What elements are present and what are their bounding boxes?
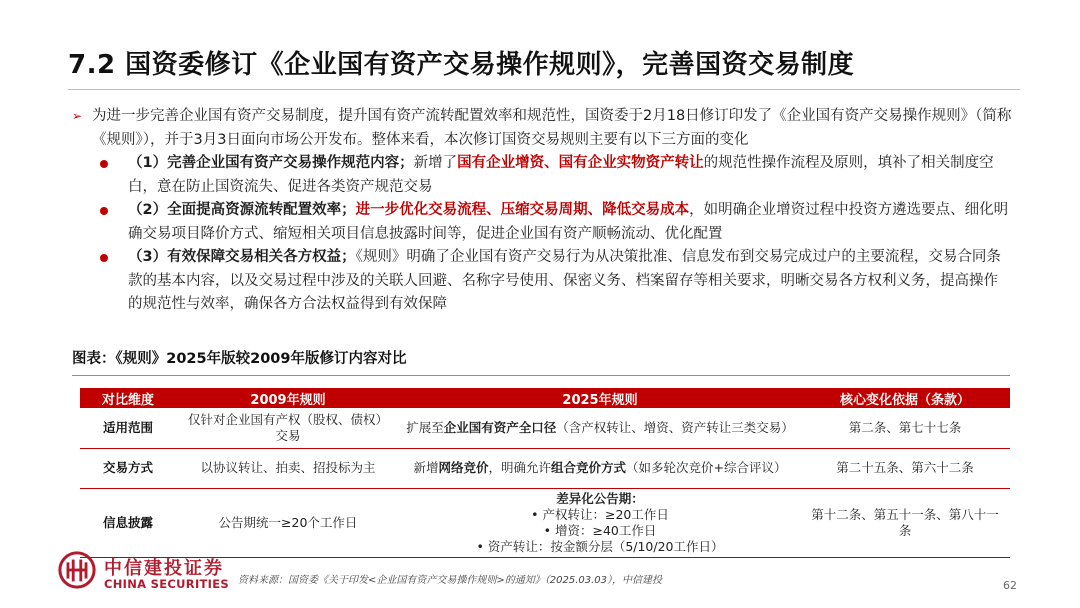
bullet-text: 的规范性操作流程及原则，填补了相关制度空白，意在防止国资流失、促进各类资产规范交易 [128, 155, 994, 195]
rule-2025-cell [400, 408, 800, 448]
cell-line: • 增资：≥40工作日 [543, 522, 657, 538]
clauses-cell: 第十二条、第五十一条、第八十一条 [800, 488, 1010, 557]
cell-text: 扩展至 [406, 419, 444, 435]
table-header-row [80, 388, 1010, 408]
cell-bold-text: 网络竞价 [438, 460, 489, 475]
triangle-arrow-icon: ➢ [72, 109, 83, 123]
caption-divider [72, 375, 1010, 376]
dimension-cell: 信息披露 [80, 488, 176, 557]
cell-text: （含产权转让、增资、资产转让三类交易） [556, 419, 794, 435]
bullet-text: 新增了 [413, 155, 458, 171]
bullet-highlight: 国有企业增资、国有企业实物资产转让 [457, 155, 704, 171]
rule-2025-cell [400, 448, 800, 488]
title-divider [68, 89, 1020, 90]
intro-paragraph [72, 105, 1012, 152]
rule-2025-cell [400, 488, 800, 557]
comparison-table [80, 388, 1010, 558]
rule-2009-cell: 以协议转让、拍卖、招投标为主 [176, 448, 400, 488]
column-header: 核心变化依据（条款） [800, 388, 1010, 408]
bullet-heading: （1）完善企业国有资产交易操作规范内容； [128, 155, 414, 171]
citic-logo-icon [58, 551, 96, 589]
page-title: 7.2 国资委修订《企业国有资产交易操作规则》，完善国资交易制度 [68, 50, 855, 80]
intro-text: 为进一步完善企业国有资产交易制度，提升国有资产流转配置效率和规范性，国资委于2月18日修订印发了《企业国有资产交易操作规则》（简称《规则》），并于3月3日面向市场公开发布。整体来看，本次修订国资交易规则主要有以下三方面的变化 [92, 108, 1012, 148]
column-header: 2009年规则 [176, 388, 400, 408]
cell-text: ，明确允许 [488, 460, 552, 475]
table-row [80, 448, 1010, 488]
cell-line: • 产权转让：≥20工作日 [531, 506, 669, 522]
column-header: 对比维度 [80, 388, 176, 408]
cell-line: • 资产转让：按金额分层（5/10/20工作日） [476, 538, 724, 554]
red-dot-icon [100, 160, 108, 168]
top-bar [0, 0, 1080, 6]
bullet-text: 《规则》明确了企业国有资产交易行为从决策批准、信息发布到交易完成过户的主要流程，交易合同条款的基本内容，以及交易过程中涉及的关联人回避、名称字号使用、保密义务、档案留存等相关要求，明晰交易各方权利义务，提高操作的规范性与效率，确保各方合法权益得到有效保障 [128, 249, 1001, 312]
bullet-heading: （2）全面提高资源流转配置效率； [128, 202, 356, 218]
bullet-item [72, 246, 1012, 317]
cell-bold-text: 企业国有资产全口径 [443, 419, 557, 435]
dimension-cell: 适用范围 [80, 408, 176, 448]
rule-2009-cell: 仅针对企业国有产权（股权、债权）交易 [176, 408, 400, 448]
dimension-cell: 交易方式 [80, 448, 176, 488]
table-row [80, 408, 1010, 448]
rule-2009-cell: 公告期统一≥20个工作日 [176, 488, 400, 557]
logo-text-en: CHINA SECURITIES [104, 577, 229, 591]
cell-text: 新增 [413, 460, 439, 475]
source-note: 资料来源：国资委《关于印发<企业国有资产交易操作规则>的通知》（2025.03.03），中信建投 [238, 575, 663, 586]
bullet-item [72, 199, 1012, 246]
table-caption: 图表：《规则》2025年版较2009年版修订内容对比 [72, 351, 407, 367]
bullet-text: ，如明确企业增资过程中投资方遴选要点、细化明确交易项目降价方式、缩短相关项目信息披露时间等，促进企业国有资产顺畅流动、优化配置 [128, 202, 1009, 242]
cell-bold-text: 组合竞价方式 [551, 460, 627, 475]
clauses-cell: 第二条、第七十七条 [800, 408, 1010, 448]
red-dot-icon [100, 254, 108, 262]
red-dot-icon [100, 207, 108, 215]
body-content [72, 105, 1012, 317]
cell-text: （如多轮次竞价+综合评议） [626, 460, 787, 475]
table-row [80, 488, 1010, 557]
page-number: 62 [1003, 579, 1017, 592]
bullet-heading: （3）有效保障交易相关各方权益； [128, 249, 356, 265]
column-header: 2025年规则 [400, 388, 800, 408]
logo-text-cn: 中信建投证券 [104, 558, 224, 579]
bullet-highlight: 进一步优化交易流程、压缩交易周期、降低交易成本 [355, 202, 690, 218]
cell-subheading: 差异化公告期： [556, 490, 644, 506]
bullet-item [72, 152, 1012, 199]
clauses-cell: 第二十五条、第六十二条 [800, 448, 1010, 488]
